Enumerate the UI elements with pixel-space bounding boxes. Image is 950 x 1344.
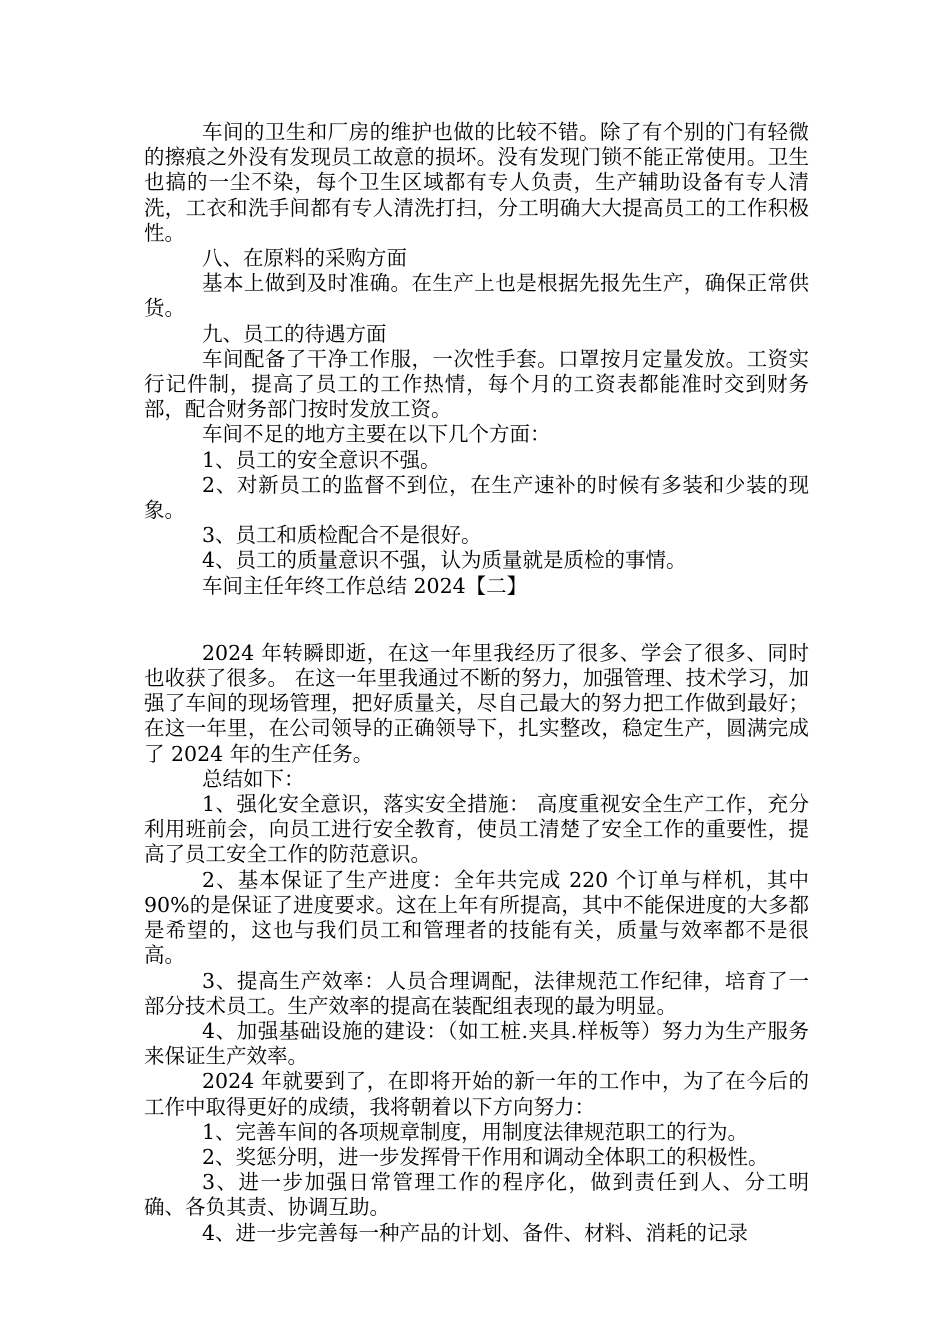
list-item: 3、进一步加强日常管理工作的程序化，做到责任到人、分工明确、各负其责、协调互助。 <box>144 1170 809 1220</box>
list-item: 1、员工的安全意识不强。 <box>202 447 441 472</box>
list-item: 3、提高生产效率：人员合理调配，法律规范工作纪律，培育了一部分技术员工。生产效率的提高在装配组表现的最为明显。 <box>144 968 809 1018</box>
section-gap <box>144 599 809 641</box>
list-item: 4、进一步完善每一种产品的计划、备件、材料、消耗的记录 <box>202 1220 749 1245</box>
list-item: 4、加强基础设施的建设：（如工桩.夹具.样板等）努力为生产服务来保证生产效率。 <box>144 1018 809 1069</box>
list-item: 4、员工的质量意识不强，认为质量就是质检的事情。 <box>202 548 687 573</box>
list-item: 1、完善车间的各项规章制度，用制度法律规范职工的行为。 <box>202 1119 749 1144</box>
section-title: 车间主任年终工作总结 2024【二】 <box>202 573 528 598</box>
list-item: 2、对新员工的监督不到位，在生产速补的时候有多装和少装的现象。 <box>144 472 809 523</box>
list-item: 2、基本保证了生产进度：全年共完成 220 个订单与样机，其中 90%的是保证了进度要求。这在上年有所提高，其中不能保进度的大多都是希望的，这也与我们员工和管理者的技能有关，质量与效率都不是很高。 <box>144 867 809 968</box>
paragraph-shortcomings-intro: 车间不足的地方主要在以下几个方面： <box>202 422 551 447</box>
heading-treatment: 九、员工的待遇方面 <box>202 321 387 346</box>
heading-procurement: 八、在原料的采购方面 <box>202 246 407 271</box>
paragraph-treatment: 车间配备了干净工作服，一次性手套。口罩按月定量发放。工资实行记件制，提高了员工的工作热情，每个月的工资表都能准时交到财务部，配合财务部门按时发放工资。 <box>144 346 809 422</box>
paragraph-summary-heading: 总结如下： <box>202 766 305 791</box>
paragraph-hygiene: 车间的卫生和厂房的维护也做的比较不错。除了有个别的门有轻微的擦痕之外没有发现员工故意的损坏。没有发现门锁不能正常使用。卫生也搞的一尘不染，每个卫生区域都有专人负责，生产辅助设备有专人清洗，工衣和洗手间都有专人清洗打扫，分工明确大大提高员工的工作积极性。 <box>144 120 809 245</box>
list-item: 3、员工和质检配合不是很好。 <box>202 523 482 548</box>
paragraph-next-year: 2024 年就要到了，在即将开始的新一年的工作中，为了在今后的工作中取得更好的成绩，我将朝着以下方向努力： <box>144 1069 809 1119</box>
paragraph-procurement: 基本上做到及时准确。在生产上也是根据先报先生产，确保正常供货。 <box>144 271 809 321</box>
document-body <box>144 120 809 1246</box>
list-item: 1、强化安全意识，落实安全措施： 高度重视安全生产工作，充分利用班前会，向员工进行安全教育，使员工清楚了安全工作的重要性，提高了员工安全工作的防范意识。 <box>144 792 809 867</box>
paragraph-year-intro: 2024 年转瞬即逝，在这一年里我经历了很多、学会了很多、同时也收获了很多。 在这一年里我通过不断的努力，加强管理、技术学习，加强了车间的现场管理，把好质量关，尽自己最大的努力把工作做到最好；在这一年里，在公司领导的正确领导下，扎实整改，稳定生产，圆满完成了 2024 年的生产任务。 <box>144 640 809 766</box>
list-item: 2、奖惩分明，进一步发挥骨干作用和调动全体职工的积极性。 <box>202 1144 769 1169</box>
